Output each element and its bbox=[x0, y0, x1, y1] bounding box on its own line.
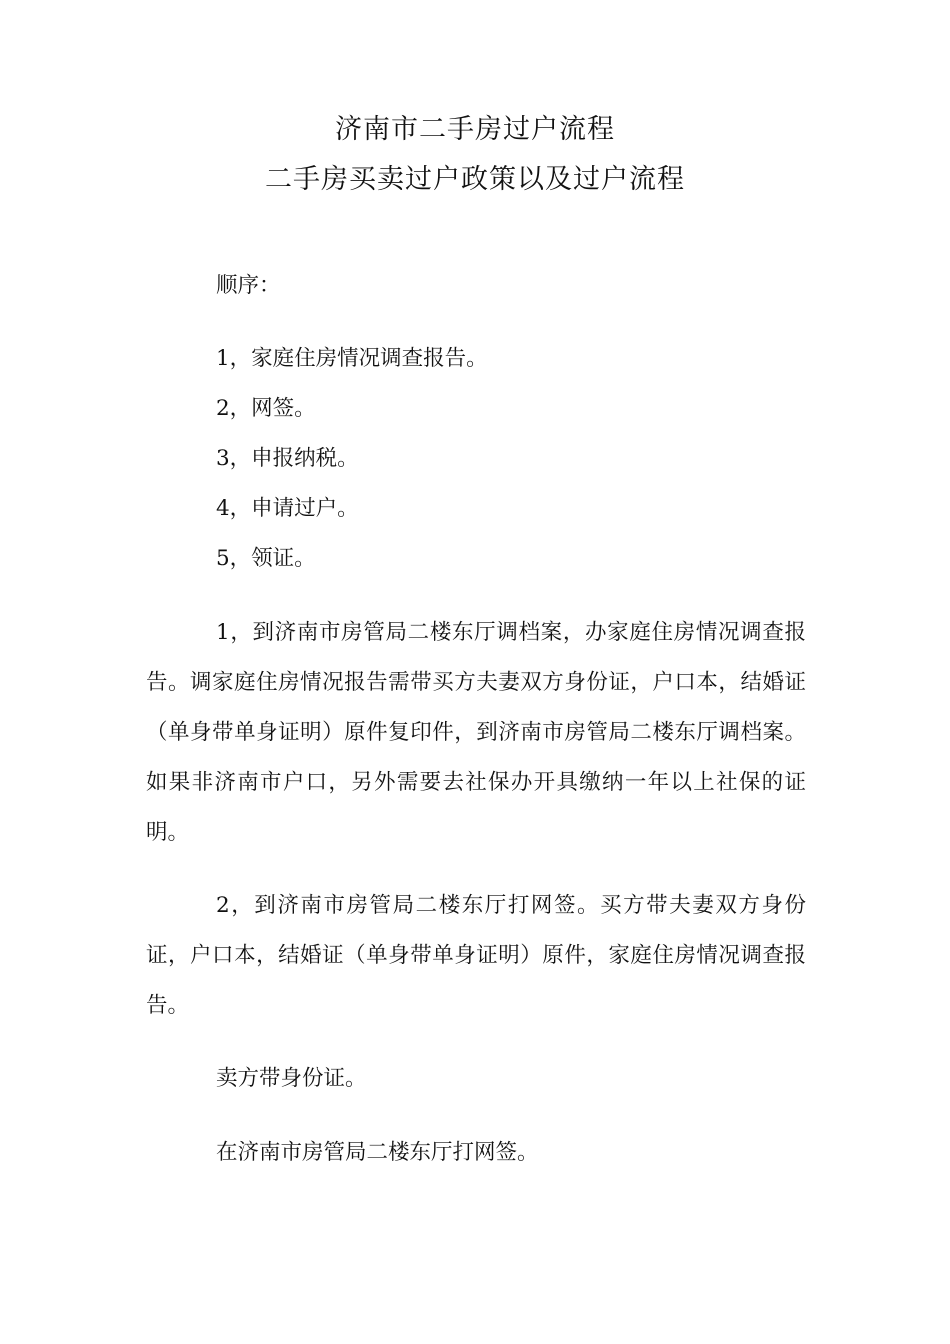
step-1: 1，家庭住房情况调查报告。 bbox=[216, 346, 488, 371]
paragraph-location: 在济南市房管局二楼东厅打网签。 bbox=[216, 1140, 539, 1165]
step-3: 3，申报纳税。 bbox=[216, 446, 359, 471]
paragraph-online-sign: 2，到济南市房管局二楼东厅打网签。买方带夫妻双方身份证，户口本，结婚证（单身带单身证明）原件，家庭住房情况调查报告。 bbox=[146, 893, 806, 1018]
step-5: 5，领证。 bbox=[216, 546, 316, 571]
paragraph-archive: 1，到济南市房管局二楼东厅调档案，办家庭住房情况调查报告。调家庭住房情况报告需带买方夫妻双方身份证，户口本，结婚证（单身带单身证明）原件复印件，到济南市房管局二楼东厅调档案。如果非济南市户口，另外需要去社保办开具缴纳一年以上社保的证明。 bbox=[146, 620, 806, 845]
step-2: 2，网签。 bbox=[216, 396, 316, 421]
step-4: 4，申请过户。 bbox=[216, 496, 359, 521]
order-label: 顺序： bbox=[216, 273, 281, 298]
document-subtitle: 二手房买卖过户政策以及过户流程 bbox=[265, 164, 685, 195]
paragraph-seller: 卖方带身份证。 bbox=[216, 1066, 367, 1091]
document-title: 济南市二手房过户流程 bbox=[335, 114, 615, 145]
